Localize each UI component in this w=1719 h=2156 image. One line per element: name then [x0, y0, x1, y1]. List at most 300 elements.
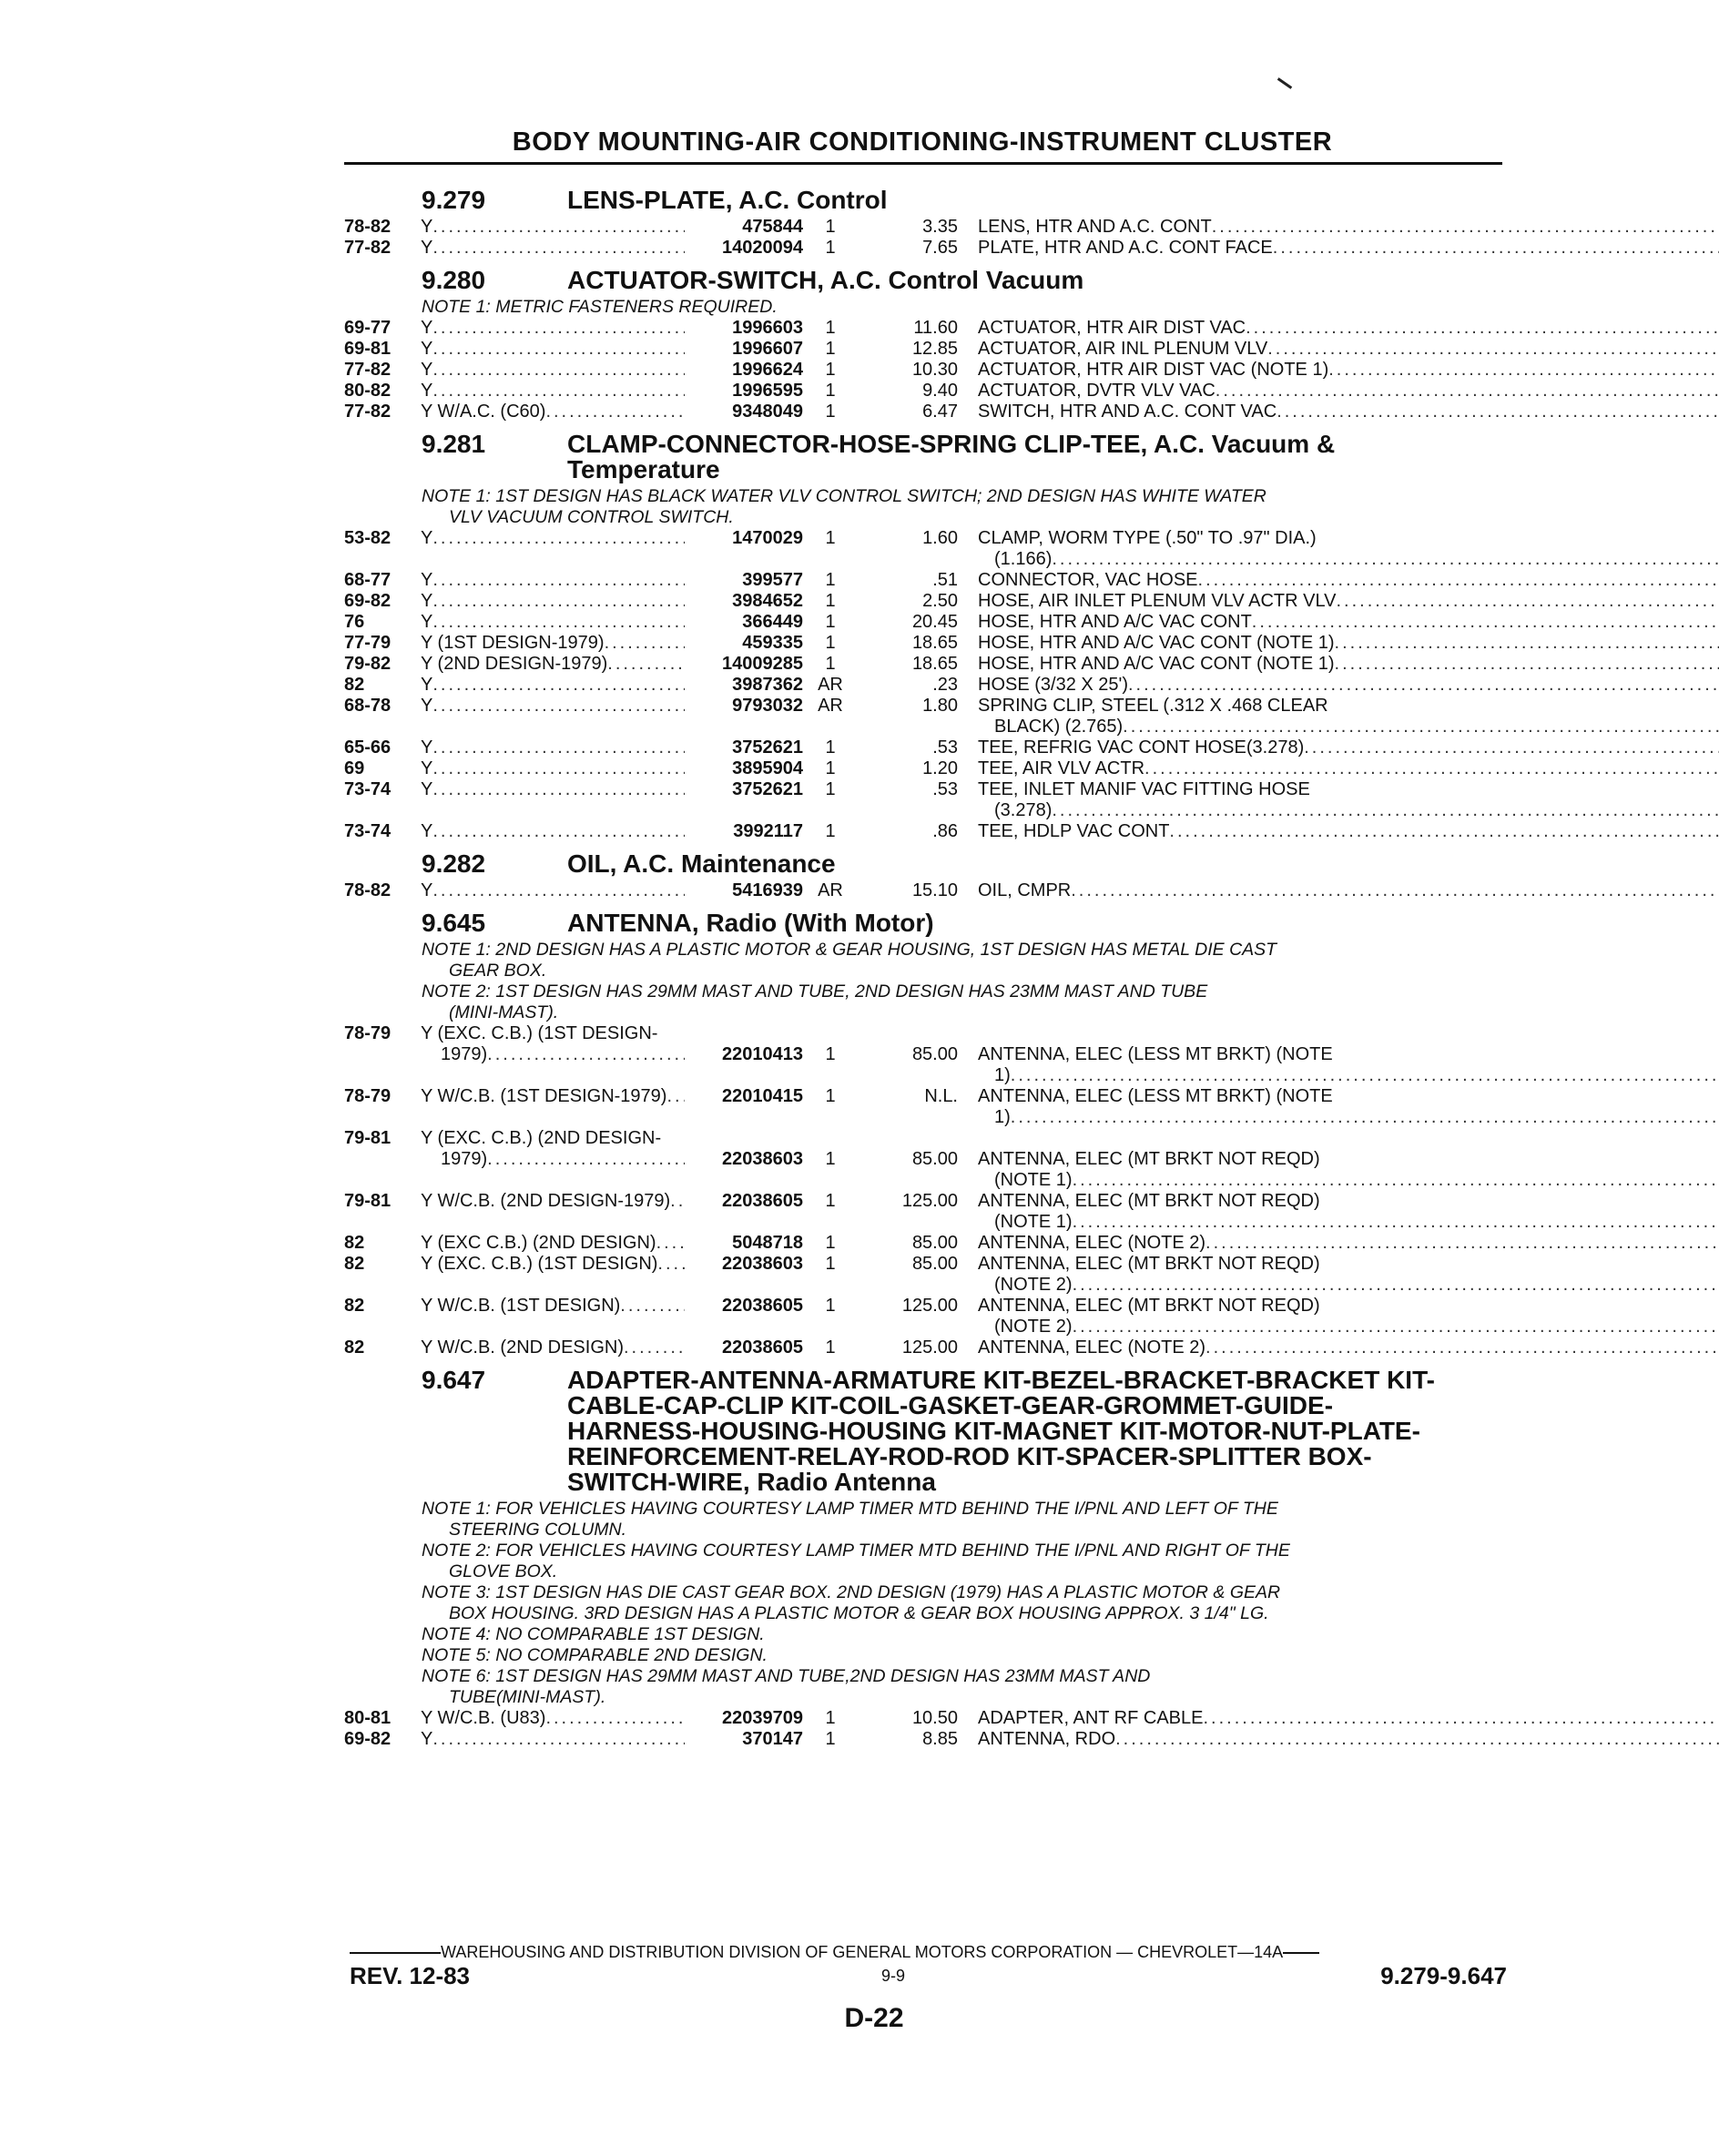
page-header: BODY MOUNTING-AIR CONDITIONING-INSTRUMENT CLUSTER	[512, 127, 1333, 157]
leader-dots	[1216, 381, 1719, 402]
description-text: CONNECTOR, VAC HOSE	[978, 570, 1198, 590]
quantity: 1	[825, 1337, 836, 1358]
section-note	[344, 1624, 1505, 1645]
leader-dots	[432, 612, 685, 633]
application	[421, 339, 685, 360]
quantity: 1	[825, 612, 836, 632]
model-years: 68-78	[344, 696, 392, 716]
spacer	[685, 1212, 803, 1233]
section-note	[344, 1582, 1505, 1624]
part-row	[344, 654, 1505, 675]
application-continued	[421, 1044, 685, 1065]
description	[958, 1337, 1719, 1358]
leader-dots	[1011, 1107, 1719, 1128]
description-text: SPRING CLIP, STEEL (.312 X .468 CLEAR	[978, 696, 1328, 716]
price: .23	[932, 675, 958, 695]
leader-dots	[432, 217, 685, 238]
part-row	[344, 528, 1505, 549]
description-continued-row	[344, 1317, 1505, 1337]
description-continued-row	[344, 717, 1505, 737]
spacer	[858, 549, 958, 570]
application-text: Y W/C.B. (2ND DESIGN-1979)	[421, 1191, 671, 1211]
section-note	[344, 486, 1505, 528]
quantity: 1	[825, 737, 836, 758]
note-text: NOTE 1: 2ND DESIGN HAS A PLASTIC MOTOR & GEAR HOUSING, 1ST DESIGN HAS METAL DIE CAST	[422, 940, 1277, 960]
model-years: 80-82	[344, 381, 392, 401]
application	[421, 1086, 685, 1107]
model-years: 80-81	[344, 1708, 392, 1728]
note-text: NOTE 1: FOR VEHICLES HAVING COURTESY LAMP TIMER MTD BEHIND THE I/PNL AND LEFT OF THE	[422, 1499, 1278, 1519]
part-number: 1470029	[732, 528, 803, 548]
part-number: 475844	[742, 217, 803, 237]
model-years: 77-79	[344, 633, 392, 653]
part-number: 3752621	[732, 737, 803, 758]
spacer	[858, 717, 958, 737]
description-text: ACTUATOR, DVTR VLV VAC	[978, 381, 1216, 401]
part-number: 22038605	[722, 1191, 803, 1211]
description-text: ADAPTER, ANT RF CABLE	[978, 1708, 1204, 1728]
spacer	[803, 800, 858, 821]
part-row	[344, 1296, 1505, 1317]
application-text: Y	[421, 360, 433, 380]
spacer	[344, 549, 421, 570]
part-number: 22038605	[722, 1337, 803, 1358]
leader-dots	[1169, 821, 1719, 842]
part-row-continued	[344, 1149, 1505, 1170]
description-continued-row	[344, 800, 1505, 821]
quantity: 1	[825, 821, 836, 841]
model-years: 77-82	[344, 360, 392, 380]
description	[958, 779, 1505, 800]
description-continued-row	[344, 549, 1505, 570]
part-number: 5416939	[732, 880, 803, 900]
model-years: 82	[344, 1296, 365, 1316]
model-years-empty	[344, 1044, 421, 1065]
price: 125.00	[901, 1296, 958, 1316]
leader-dots	[666, 1086, 685, 1107]
note-continuation: STEERING COLUMN.	[449, 1520, 627, 1540]
header-rule	[344, 162, 1502, 165]
description	[958, 675, 1719, 696]
spacer	[421, 1212, 685, 1233]
quantity: 1	[825, 1233, 836, 1253]
leader-dots	[607, 654, 685, 675]
part-row	[344, 880, 1505, 901]
spacer	[344, 800, 421, 821]
model-years: 69	[344, 758, 365, 778]
application-text: Y	[421, 591, 433, 611]
part-row	[344, 633, 1505, 654]
model-years: 78-79	[344, 1023, 392, 1043]
price: .53	[932, 779, 958, 799]
part-number: 370147	[742, 1729, 803, 1749]
description	[958, 654, 1719, 675]
description	[958, 402, 1719, 422]
application	[421, 217, 685, 238]
application	[421, 318, 685, 339]
model-years: 79-81	[344, 1191, 392, 1211]
model-years: 79-81	[344, 1128, 392, 1148]
description-continued	[958, 1065, 1719, 1086]
leader-dots	[1123, 717, 1719, 737]
application-text: Y	[421, 880, 433, 900]
section-heading	[344, 851, 1505, 877]
quantity: 1	[825, 360, 836, 380]
section-number: 9.647	[422, 1366, 486, 1394]
description-text: ANTENNA, ELEC (MT BRKT NOT REQD)	[978, 1254, 1320, 1274]
leader-dots	[487, 1149, 685, 1170]
section-heading	[344, 268, 1505, 293]
part-number-empty	[685, 1128, 803, 1149]
price: 1.20	[922, 758, 958, 778]
leader-dots	[1212, 217, 1719, 238]
spacer	[858, 1107, 958, 1128]
application-text: Y	[421, 238, 433, 258]
spacer	[858, 1212, 958, 1233]
description-text: ANTENNA, ELEC (NOTE 2)	[978, 1337, 1206, 1358]
model-years: 79-82	[344, 654, 392, 674]
application-text: Y	[421, 737, 433, 758]
application-text: Y	[421, 528, 433, 548]
model-years: 78-82	[344, 217, 392, 237]
description-continued	[958, 1212, 1719, 1233]
leader-dots	[1246, 318, 1719, 339]
section-number: 9.280	[422, 266, 486, 294]
spacer	[803, 1170, 858, 1191]
quantity: 1	[825, 779, 836, 799]
section-number: 9.281	[422, 430, 486, 458]
quantity: 1	[825, 1708, 836, 1728]
quantity: 1	[825, 654, 836, 674]
part-number: 366449	[742, 612, 803, 632]
note-continuation: TUBE(MINI-MAST).	[449, 1687, 606, 1707]
price: 2.50	[922, 591, 958, 611]
model-years: 69-81	[344, 339, 392, 359]
spacer	[685, 717, 803, 737]
quantity: 1	[825, 591, 836, 611]
application-text: Y (1ST DESIGN-1979)	[421, 633, 605, 653]
application	[421, 821, 685, 842]
part-number: 459335	[742, 633, 803, 653]
description	[958, 1296, 1505, 1317]
application-text: Y	[421, 779, 433, 799]
description	[958, 238, 1719, 259]
spacer	[421, 800, 685, 821]
part-row	[344, 779, 1505, 800]
application	[421, 1128, 685, 1149]
part-number: 1996595	[732, 381, 803, 401]
leader-dots	[432, 675, 685, 696]
section-title: LENS-PLATE, A.C. Control	[567, 186, 888, 214]
part-number: 9348049	[732, 402, 803, 422]
footer-division-line	[350, 1943, 1506, 1962]
section-heading	[344, 188, 1505, 213]
section-heading	[344, 432, 1505, 483]
leader-dots	[1203, 1708, 1719, 1729]
leader-dots	[1073, 1317, 1719, 1337]
application	[421, 880, 685, 901]
spacer	[685, 1275, 803, 1296]
application	[421, 1023, 685, 1044]
quantity: AR	[818, 880, 843, 900]
footer-section-range: 9.279-9.647	[1380, 1962, 1507, 1989]
spacer	[421, 1170, 685, 1191]
note-text: NOTE 1: 1ST DESIGN HAS BLACK WATER VLV CONTROL SWITCH; 2ND DESIGN HAS WHITE WATER	[422, 486, 1266, 506]
description-text: (3.278)	[994, 800, 1053, 820]
description-text: ANTENNA, ELEC (MT BRKT NOT REQD)	[978, 1296, 1320, 1316]
spacer	[421, 549, 685, 570]
model-years: 69-82	[344, 591, 392, 611]
part-row	[344, 1254, 1505, 1275]
price: 10.50	[911, 1708, 958, 1728]
price: 6.47	[922, 402, 958, 422]
section-heading	[344, 1368, 1505, 1495]
leader-dots	[432, 696, 685, 717]
spacer	[344, 717, 421, 737]
description	[958, 318, 1719, 339]
description-text: ANTENNA, RDO	[978, 1729, 1116, 1749]
leader-dots	[1304, 737, 1719, 758]
description	[958, 360, 1719, 381]
spacer	[685, 1170, 803, 1191]
model-years: 73-74	[344, 779, 392, 799]
price: 11.60	[913, 318, 958, 338]
model-years: 69-77	[344, 318, 392, 338]
leader-dots	[432, 339, 685, 360]
part-number: 3752621	[732, 779, 803, 799]
description-text: 1)	[994, 1065, 1011, 1085]
part-number: 3895904	[732, 758, 803, 778]
part-row	[344, 696, 1505, 717]
description-text: PLATE, HTR AND A.C. CONT FACE	[978, 238, 1273, 258]
note-text: NOTE 2: 1ST DESIGN HAS 29MM MAST AND TUBE, 2ND DESIGN HAS 23MM MAST AND TUBE	[422, 981, 1208, 1002]
spacer	[344, 1170, 421, 1191]
description-text: SWITCH, HTR AND A.C. CONT VAC	[978, 402, 1277, 422]
part-row	[344, 381, 1505, 402]
leader-dots	[1335, 654, 1719, 675]
part-row	[344, 591, 1505, 612]
application-text: Y	[421, 821, 433, 841]
description-continued-row	[344, 1170, 1505, 1191]
application-text: Y (EXC C.B.) (2ND DESIGN)	[421, 1233, 656, 1253]
application-text: Y	[421, 758, 433, 778]
section-title: ADAPTER-ANTENNA-ARMATURE KIT-BEZEL-BRACKET-BRACKET KIT-CABLE-CAP-CLIP KIT-COIL-GASKET-GEAR-GROMMET-GUIDE-HARNESS-HOUSING-HOUSING KIT-MAGNET KIT-MOTOR-NUT-PLATE-REINFORCEMENT-RELAY-ROD-ROD KIT-SPACER-SPLITTER BOX-SWITCH-WIRE, Radio Antenna	[567, 1366, 1435, 1496]
price: 1.60	[922, 528, 958, 548]
part-row	[344, 758, 1505, 779]
quantity: 1	[825, 238, 836, 258]
model-years: 78-82	[344, 880, 392, 900]
spacer	[858, 1317, 958, 1337]
part-row	[344, 821, 1505, 842]
application	[421, 570, 685, 591]
price: 18.65	[911, 633, 958, 653]
application-text: Y W/A.C. (C60)	[421, 402, 546, 422]
application	[421, 528, 685, 549]
model-years: 78-79	[344, 1086, 392, 1106]
description-text: ANTENNA, ELEC (MT BRKT NOT REQD)	[978, 1191, 1320, 1211]
spacer	[803, 1065, 858, 1086]
note-text: NOTE 3: 1ST DESIGN HAS DIE CAST GEAR BOX. 2ND DESIGN (1979) HAS A PLASTIC MOTOR & GEAR	[422, 1582, 1281, 1602]
application-text: Y (EXC. C.B.) (1ST DESIGN-	[421, 1023, 658, 1043]
part-number: 22038603	[722, 1254, 803, 1274]
application	[421, 360, 685, 381]
spacer	[803, 1212, 858, 1233]
description	[958, 1044, 1505, 1065]
part-row	[344, 1023, 1505, 1044]
model-years: 69-82	[344, 1729, 392, 1749]
note-text: NOTE 5: NO COMPARABLE 2ND DESIGN.	[422, 1645, 768, 1665]
description-continued	[958, 800, 1719, 821]
model-years: 73-74	[344, 821, 392, 841]
application-text: Y	[421, 570, 433, 590]
description-text: LENS, HTR AND A.C. CONT	[978, 217, 1212, 237]
quantity: 1	[825, 570, 836, 590]
section-9-281	[344, 432, 1505, 842]
description	[958, 612, 1719, 633]
application	[421, 1296, 685, 1317]
application-text: 1979)	[441, 1149, 488, 1169]
application	[421, 238, 685, 259]
part-row	[344, 318, 1505, 339]
description-text: ACTUATOR, AIR INL PLENUM VLV	[978, 339, 1268, 359]
description-continued	[958, 1317, 1719, 1337]
footer-rule-left	[350, 1952, 441, 1954]
section-note	[344, 1645, 1505, 1666]
model-years: 82	[344, 1337, 365, 1358]
spacer	[344, 1107, 421, 1128]
spacer	[344, 1212, 421, 1233]
leader-dots	[1252, 612, 1719, 633]
part-row	[344, 339, 1505, 360]
spacer	[421, 717, 685, 737]
application-continued	[421, 1149, 685, 1170]
description	[958, 1191, 1505, 1212]
description-text: HOSE, HTR AND A/C VAC CONT	[978, 612, 1252, 632]
leader-dots	[1273, 238, 1719, 259]
description	[958, 737, 1719, 758]
description-text: 1)	[994, 1107, 1011, 1127]
model-years: 65-66	[344, 737, 392, 758]
section-title: CLAMP-CONNECTOR-HOSE-SPRING CLIP-TEE, A.C. Vacuum & Temperature	[567, 430, 1336, 483]
leader-dots	[487, 1044, 685, 1065]
description-text: TEE, INLET MANIF VAC FITTING HOSE	[978, 779, 1310, 799]
description-text: TEE, REFRIG VAC CONT HOSE(3.278)	[978, 737, 1305, 758]
description	[958, 591, 1719, 612]
quantity: 1	[825, 758, 836, 778]
application-text: Y	[421, 675, 433, 695]
application-text: Y W/C.B. (U83)	[421, 1708, 546, 1728]
leader-dots	[1128, 675, 1719, 696]
quantity: 1	[825, 402, 836, 422]
description	[958, 1149, 1505, 1170]
description-continued	[958, 1170, 1719, 1191]
part-number-empty	[685, 1023, 803, 1044]
part-row	[344, 1086, 1505, 1107]
note-continuation: (MINI-MAST).	[449, 1002, 559, 1022]
section-9-647	[344, 1368, 1505, 1750]
leader-dots	[1205, 1337, 1719, 1358]
description-text: (NOTE 2)	[994, 1317, 1073, 1337]
application-text: Y W/C.B. (1ST DESIGN)	[421, 1296, 621, 1316]
section-note	[344, 940, 1505, 981]
price: 9.40	[922, 381, 958, 401]
model-years: 77-82	[344, 402, 392, 422]
section-note	[344, 297, 1505, 318]
model-years: 82	[344, 675, 365, 695]
part-number: 3984652	[732, 591, 803, 611]
part-row	[344, 675, 1505, 696]
price: 10.30	[911, 360, 958, 380]
page-code: D-22	[844, 2003, 904, 2033]
application-text: Y W/C.B. (2ND DESIGN)	[421, 1337, 624, 1358]
model-years: 53-82	[344, 528, 392, 548]
spacer	[421, 1107, 685, 1128]
leader-dots	[432, 1729, 685, 1750]
description	[958, 696, 1505, 717]
application	[421, 591, 685, 612]
leader-dots	[1267, 339, 1719, 360]
leader-dots	[432, 238, 685, 259]
leader-dots	[657, 1254, 685, 1275]
scan-artifact-mark	[1277, 77, 1292, 89]
application-text: Y	[421, 318, 433, 338]
part-number: 22039709	[722, 1708, 803, 1728]
leader-dots	[1328, 360, 1719, 381]
description	[958, 880, 1719, 901]
part-row	[344, 1729, 1505, 1750]
description-text: OIL, CMPR	[978, 880, 1072, 900]
description-text: ANTENNA, ELEC (LESS MT BRKT) (NOTE	[978, 1044, 1333, 1064]
leader-dots	[1073, 1275, 1719, 1296]
model-years: 82	[344, 1254, 365, 1274]
note-text: NOTE 6: 1ST DESIGN HAS 29MM MAST AND TUBE,2ND DESIGN HAS 23MM MAST AND	[422, 1666, 1151, 1686]
description	[958, 821, 1719, 842]
part-row-continued	[344, 1044, 1505, 1065]
application	[421, 1254, 685, 1275]
application-text: Y (EXC. C.B.) (2ND DESIGN-	[421, 1128, 662, 1148]
note-continuation: GEAR BOX.	[449, 961, 547, 981]
model-years: 77-82	[344, 238, 392, 258]
description-text: HOSE, HTR AND A/C VAC CONT (NOTE 1)	[978, 654, 1335, 674]
price: 20.45	[911, 612, 958, 632]
part-number: 3987362	[732, 675, 803, 695]
spacer	[421, 1275, 685, 1296]
description	[958, 1086, 1505, 1107]
spacer	[344, 1317, 421, 1337]
description	[958, 633, 1719, 654]
part-number: 399577	[742, 570, 803, 590]
description-text: HOSE, HTR AND A/C VAC CONT (NOTE 1)	[978, 633, 1335, 653]
quantity: 1	[825, 1044, 836, 1064]
note-text: NOTE 2: FOR VEHICLES HAVING COURTESY LAMP TIMER MTD BEHIND THE I/PNL AND RIGHT OF THE	[422, 1541, 1290, 1561]
application	[421, 696, 685, 717]
part-number: 22038605	[722, 1296, 803, 1316]
leader-dots	[432, 318, 685, 339]
description	[958, 1233, 1719, 1254]
application	[421, 1729, 685, 1750]
price: 18.65	[911, 654, 958, 674]
leader-dots	[1071, 880, 1719, 901]
description-text: (NOTE 1)	[994, 1170, 1073, 1190]
application	[421, 1191, 685, 1212]
description-text: HOSE, AIR INLET PLENUM VLV ACTR VLV	[978, 591, 1337, 611]
leader-dots	[620, 1296, 685, 1317]
part-row	[344, 570, 1505, 591]
leader-dots	[432, 381, 685, 402]
price: 125.00	[901, 1191, 958, 1211]
application	[421, 1233, 685, 1254]
part-row	[344, 1337, 1505, 1358]
